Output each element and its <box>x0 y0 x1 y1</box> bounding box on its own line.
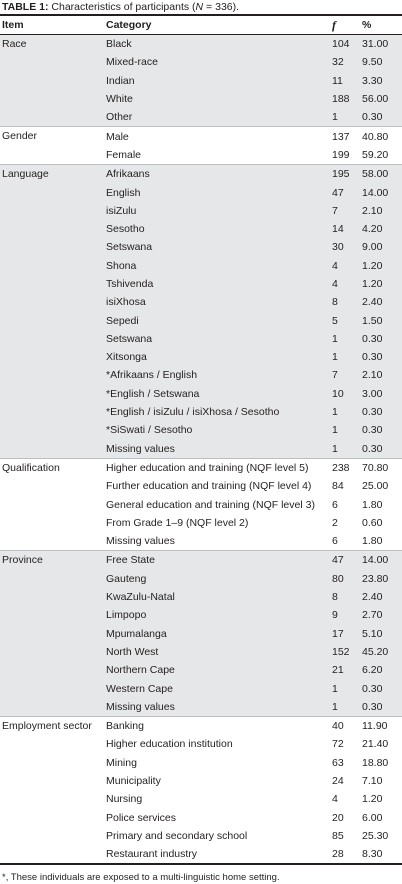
percent-cell: 58.00 <box>360 165 402 184</box>
table-row <box>0 220 402 238</box>
category-cell: Restaurant industry <box>104 845 330 864</box>
frequency-cell: 47 <box>330 551 360 570</box>
category-cell: From Grade 1–9 (NQF level 2) <box>104 514 330 532</box>
item-cell <box>0 661 104 679</box>
category-cell: Banking <box>104 716 330 735</box>
item-cell <box>0 827 104 845</box>
item-cell <box>0 348 104 366</box>
percent-cell: 9.50 <box>360 53 402 71</box>
category-cell: *English / isiZulu / isiXhosa / Sesotho <box>104 403 330 421</box>
item-cell <box>0 366 104 384</box>
item-cell: Province <box>0 551 104 570</box>
table-row <box>0 72 402 90</box>
frequency-cell: 8 <box>330 293 360 311</box>
frequency-cell: 40 <box>330 716 360 735</box>
percent-cell: 5.10 <box>360 625 402 643</box>
item-cell <box>0 311 104 329</box>
table-row <box>0 754 402 772</box>
percent-cell: 4.20 <box>360 220 402 238</box>
table-row <box>0 845 402 864</box>
table-row <box>0 90 402 108</box>
table-row <box>0 293 402 311</box>
item-cell <box>0 477 104 495</box>
percent-cell: 31.00 <box>360 35 402 54</box>
category-cell: Setswana <box>104 238 330 256</box>
frequency-cell: 4 <box>330 275 360 293</box>
item-cell <box>0 772 104 790</box>
table-row <box>0 679 402 697</box>
item-cell <box>0 293 104 311</box>
percent-cell: 40.80 <box>360 127 402 146</box>
category-cell: Nursing <box>104 790 330 808</box>
characteristics-table <box>0 14 402 865</box>
table-row <box>0 53 402 71</box>
category-cell: Mpumalanga <box>104 625 330 643</box>
item-cell <box>0 606 104 624</box>
table-row <box>0 477 402 495</box>
percent-cell: 18.80 <box>360 754 402 772</box>
category-cell: Other <box>104 108 330 127</box>
percent-cell: 2.70 <box>360 606 402 624</box>
percent-cell: 2.40 <box>360 588 402 606</box>
percent-cell: 0.30 <box>360 403 402 421</box>
percent-cell: 2.10 <box>360 202 402 220</box>
frequency-cell: 14 <box>330 220 360 238</box>
category-cell: Sesotho <box>104 220 330 238</box>
frequency-cell: 47 <box>330 183 360 201</box>
percent-cell: 11.90 <box>360 716 402 735</box>
item-cell <box>0 257 104 275</box>
group-language <box>0 165 402 459</box>
frequency-cell: 6 <box>330 495 360 513</box>
item-cell <box>0 570 104 588</box>
category-cell: White <box>104 90 330 108</box>
percent-cell: 1.80 <box>360 495 402 513</box>
table-row <box>0 330 402 348</box>
category-cell: Missing values <box>104 532 330 551</box>
table-footnote: *, These individuals are exposed to a multi-linguistic home setting. <box>2 872 280 884</box>
table-row <box>0 257 402 275</box>
frequency-cell: 72 <box>330 735 360 753</box>
table-row <box>0 661 402 679</box>
table-header <box>0 15 402 35</box>
percent-cell: 14.00 <box>360 551 402 570</box>
percent-cell: 7.10 <box>360 772 402 790</box>
percent-cell: 0.30 <box>360 348 402 366</box>
frequency-cell: 4 <box>330 257 360 275</box>
item-cell <box>0 643 104 661</box>
percent-cell: 59.20 <box>360 146 402 165</box>
frequency-cell: 1 <box>330 330 360 348</box>
percent-cell: 1.80 <box>360 532 402 551</box>
percent-cell: 21.40 <box>360 735 402 753</box>
percent-cell: 3.30 <box>360 72 402 90</box>
item-cell: Qualification <box>0 458 104 477</box>
item-cell <box>0 202 104 220</box>
frequency-cell: 8 <box>330 588 360 606</box>
frequency-cell: 24 <box>330 772 360 790</box>
table-row <box>0 772 402 790</box>
category-cell: Shona <box>104 257 330 275</box>
category-cell: *Afrikaans / English <box>104 366 330 384</box>
table-row <box>0 458 402 477</box>
table-row <box>0 146 402 165</box>
category-cell: Police services <box>104 808 330 826</box>
table-row <box>0 532 402 551</box>
table-row <box>0 716 402 735</box>
frequency-cell: 32 <box>330 53 360 71</box>
percent-cell: 0.60 <box>360 514 402 532</box>
table-row <box>0 35 402 54</box>
frequency-cell: 84 <box>330 477 360 495</box>
frequency-cell: 6 <box>330 532 360 551</box>
percent-cell: 8.30 <box>360 845 402 864</box>
percent-cell: 1.20 <box>360 275 402 293</box>
item-cell <box>0 754 104 772</box>
category-cell: Further education and training (NQF level 4) <box>104 477 330 495</box>
category-cell: Tshivenda <box>104 275 330 293</box>
item-cell <box>0 385 104 403</box>
table-row <box>0 275 402 293</box>
table-row <box>0 238 402 256</box>
category-cell: Mining <box>104 754 330 772</box>
table-row <box>0 366 402 384</box>
category-cell: Setswana <box>104 330 330 348</box>
percent-cell: 0.30 <box>360 108 402 127</box>
category-cell: *English / Setswana <box>104 385 330 403</box>
frequency-cell: 2 <box>330 514 360 532</box>
category-cell: Mixed-race <box>104 53 330 71</box>
percent-cell: 1.50 <box>360 311 402 329</box>
table-row <box>0 348 402 366</box>
table-row <box>0 606 402 624</box>
table-row <box>0 735 402 753</box>
group-race <box>0 35 402 127</box>
header-percent: % <box>360 15 402 35</box>
item-cell: Gender <box>0 127 104 146</box>
category-cell: Municipality <box>104 772 330 790</box>
frequency-cell: 20 <box>330 808 360 826</box>
percent-cell: 0.30 <box>360 679 402 697</box>
frequency-cell: 1 <box>330 403 360 421</box>
frequency-cell: 7 <box>330 202 360 220</box>
category-cell: KwaZulu-Natal <box>104 588 330 606</box>
frequency-cell: 5 <box>330 311 360 329</box>
item-cell <box>0 735 104 753</box>
header-category: Category <box>104 15 330 35</box>
item-cell <box>0 790 104 808</box>
percent-cell: 25.00 <box>360 477 402 495</box>
frequency-cell: 238 <box>330 458 360 477</box>
item-cell <box>0 698 104 717</box>
item-cell <box>0 679 104 697</box>
frequency-cell: 104 <box>330 35 360 54</box>
caption-n-symbol: N <box>195 1 204 13</box>
group-gender <box>0 127 402 165</box>
table-row <box>0 514 402 532</box>
category-cell: Northern Cape <box>104 661 330 679</box>
table-row <box>0 588 402 606</box>
category-cell: isiXhosa <box>104 293 330 311</box>
table-row <box>0 790 402 808</box>
table-row <box>0 625 402 643</box>
frequency-cell: 195 <box>330 165 360 184</box>
frequency-cell: 137 <box>330 127 360 146</box>
percent-cell: 0.30 <box>360 440 402 459</box>
item-cell <box>0 220 104 238</box>
header-row <box>0 15 402 35</box>
table-row <box>0 165 402 184</box>
frequency-cell: 1 <box>330 698 360 717</box>
header-frequency: f <box>330 15 360 35</box>
table-row <box>0 643 402 661</box>
frequency-cell: 199 <box>330 146 360 165</box>
item-cell <box>0 845 104 864</box>
item-cell: Employment sector <box>0 716 104 735</box>
frequency-cell: 21 <box>330 661 360 679</box>
group-province <box>0 551 402 717</box>
table-row <box>0 421 402 439</box>
item-cell <box>0 495 104 513</box>
frequency-cell: 17 <box>330 625 360 643</box>
frequency-cell: 188 <box>330 90 360 108</box>
table-row <box>0 570 402 588</box>
category-cell: Missing values <box>104 698 330 717</box>
category-cell: Indian <box>104 72 330 90</box>
category-cell: General education and training (NQF level 3) <box>104 495 330 513</box>
table-row <box>0 440 402 459</box>
item-cell <box>0 588 104 606</box>
frequency-cell: 1 <box>330 421 360 439</box>
table-row <box>0 403 402 421</box>
item-cell <box>0 403 104 421</box>
header-item: Item <box>0 15 104 35</box>
table-row <box>0 698 402 717</box>
percent-cell: 1.20 <box>360 257 402 275</box>
category-cell: Free State <box>104 551 330 570</box>
item-cell <box>0 625 104 643</box>
percent-cell: 9.00 <box>360 238 402 256</box>
frequency-cell: 30 <box>330 238 360 256</box>
table-row <box>0 385 402 403</box>
category-cell: English <box>104 183 330 201</box>
item-cell: Language <box>0 165 104 184</box>
table-row <box>0 183 402 201</box>
caption-text-end: = 336). <box>203 1 240 13</box>
table-row <box>0 495 402 513</box>
item-cell <box>0 275 104 293</box>
item-cell <box>0 53 104 71</box>
table-row <box>0 551 402 570</box>
category-cell: Sepedi <box>104 311 330 329</box>
frequency-cell: 1 <box>330 679 360 697</box>
item-cell <box>0 72 104 90</box>
item-cell <box>0 90 104 108</box>
percent-cell: 0.30 <box>360 330 402 348</box>
percent-cell: 56.00 <box>360 90 402 108</box>
table-row <box>0 311 402 329</box>
percent-cell: 45.20 <box>360 643 402 661</box>
frequency-cell: 63 <box>330 754 360 772</box>
table-row <box>0 202 402 220</box>
category-cell: Higher education and training (NQF level 5) <box>104 458 330 477</box>
category-cell: *SiSwati / Sesotho <box>104 421 330 439</box>
percent-cell: 6.20 <box>360 661 402 679</box>
item-cell <box>0 440 104 459</box>
percent-cell: 3.00 <box>360 385 402 403</box>
table-row <box>0 127 402 146</box>
percent-cell: 2.10 <box>360 366 402 384</box>
percent-cell: 70.80 <box>360 458 402 477</box>
category-cell: isiZulu <box>104 202 330 220</box>
category-cell: Primary and secondary school <box>104 827 330 845</box>
caption-text: Characteristics of participants ( <box>48 1 196 13</box>
item-cell <box>0 183 104 201</box>
category-cell: Afrikaans <box>104 165 330 184</box>
category-cell: Black <box>104 35 330 54</box>
group-qualification <box>0 458 402 550</box>
category-cell: Female <box>104 146 330 165</box>
percent-cell: 14.00 <box>360 183 402 201</box>
frequency-cell: 4 <box>330 790 360 808</box>
frequency-cell: 11 <box>330 72 360 90</box>
table-row <box>0 827 402 845</box>
item-cell <box>0 514 104 532</box>
table-caption <box>0 0 402 14</box>
table-row <box>0 808 402 826</box>
frequency-cell: 80 <box>330 570 360 588</box>
group-employment-sector <box>0 716 402 864</box>
category-cell: North West <box>104 643 330 661</box>
percent-cell: 2.40 <box>360 293 402 311</box>
item-cell <box>0 330 104 348</box>
frequency-cell: 1 <box>330 108 360 127</box>
item-cell <box>0 108 104 127</box>
percent-cell: 0.30 <box>360 421 402 439</box>
frequency-cell: 152 <box>330 643 360 661</box>
frequency-cell: 1 <box>330 440 360 459</box>
caption-label: TABLE 1: <box>2 1 49 13</box>
frequency-cell: 9 <box>330 606 360 624</box>
frequency-cell: 28 <box>330 845 360 864</box>
item-cell <box>0 532 104 551</box>
percent-cell: 1.20 <box>360 790 402 808</box>
category-cell: Male <box>104 127 330 146</box>
category-cell: Higher education institution <box>104 735 330 753</box>
table-row <box>0 108 402 127</box>
category-cell: Western Cape <box>104 679 330 697</box>
item-cell <box>0 238 104 256</box>
percent-cell: 25.30 <box>360 827 402 845</box>
frequency-cell: 1 <box>330 348 360 366</box>
frequency-cell: 85 <box>330 827 360 845</box>
item-cell: Race <box>0 35 104 54</box>
item-cell <box>0 421 104 439</box>
category-cell: Gauteng <box>104 570 330 588</box>
percent-cell: 0.30 <box>360 698 402 717</box>
category-cell: Xitsonga <box>104 348 330 366</box>
category-cell: Limpopo <box>104 606 330 624</box>
frequency-cell: 7 <box>330 366 360 384</box>
percent-cell: 6.00 <box>360 808 402 826</box>
frequency-cell: 10 <box>330 385 360 403</box>
percent-cell: 23.80 <box>360 570 402 588</box>
item-cell <box>0 146 104 165</box>
item-cell <box>0 808 104 826</box>
category-cell: Missing values <box>104 440 330 459</box>
